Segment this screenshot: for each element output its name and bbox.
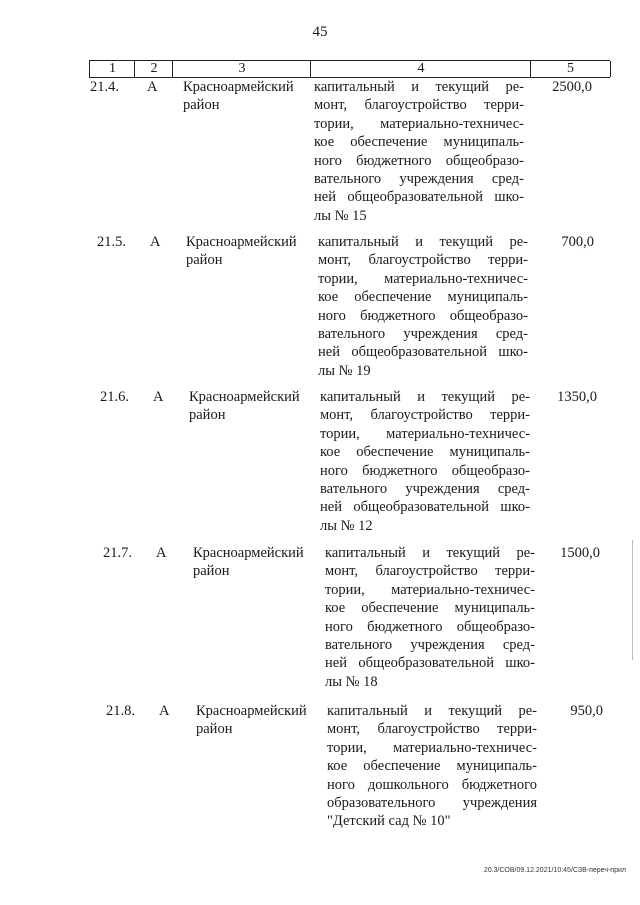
district-line: Красноармейский: [189, 389, 300, 405]
row-number: 21.7.: [103, 545, 132, 561]
district-line: Красноармейский: [186, 234, 297, 250]
desc-line: лы № 18: [325, 673, 378, 690]
desc-line: капитальный и текущий ре-: [314, 79, 524, 95]
table-header: [89, 60, 610, 78]
row-district: [193, 544, 323, 581]
desc-line: капитальный и текущий ре-: [320, 389, 530, 405]
desc-line: ней общеобразовательной шко-: [314, 189, 524, 206]
desc-line: вательного учреждения сред-: [318, 326, 528, 343]
row-amount: 700,0: [561, 234, 594, 250]
desc-line: кое обеспечение муниципаль-: [318, 289, 528, 306]
desc-line: лы № 19: [318, 362, 371, 379]
district-line: район: [186, 252, 223, 269]
row-number: 21.6.: [100, 389, 129, 405]
desc-line: тории, материально-техничес-: [327, 739, 537, 756]
desc-line: кое обеспечение муниципаль-: [325, 600, 535, 617]
desc-line: "Детский сад № 10": [327, 813, 451, 830]
row-description: [314, 78, 524, 225]
desc-line: лы № 12: [320, 517, 373, 534]
header-col-3: 3: [172, 61, 311, 77]
desc-line: тории, материально-техничес-: [320, 425, 530, 442]
header-col-4: 4: [310, 61, 531, 77]
row-category: А: [153, 389, 164, 405]
desc-line: ней общеобразовательной шко-: [318, 344, 528, 361]
row-category: А: [147, 79, 158, 95]
row-district: [189, 388, 319, 425]
page-number: 45: [312, 24, 328, 40]
desc-line: кое обеспечение муниципаль-: [314, 134, 524, 151]
row-amount: 950,0: [570, 703, 603, 719]
desc-line: вательного учреждения сред-: [320, 481, 530, 498]
desc-line: монт, благоустройство терри-: [327, 721, 537, 738]
row-amount: 1350,0: [557, 389, 597, 405]
district-line: район: [196, 721, 233, 738]
desc-line: монт, благоустройство терри-: [314, 97, 524, 114]
row-category: А: [156, 545, 167, 561]
district-line: Красноармейский: [193, 545, 304, 561]
desc-line: монт, благоустройство терри-: [325, 563, 535, 580]
row-category: А: [159, 703, 170, 719]
desc-line: вательного учреждения сред-: [325, 637, 535, 654]
row-district: [196, 702, 326, 739]
desc-line: капитальный и текущий ре-: [318, 234, 528, 250]
district-line: район: [183, 97, 220, 114]
desc-line: кое обеспечение муниципаль-: [320, 444, 530, 461]
header-col-2: 2: [134, 61, 173, 77]
desc-line: тории, материально-техничес-: [314, 115, 524, 132]
desc-line: ного бюджетного общеобразо-: [325, 618, 535, 635]
row-district: [183, 78, 313, 115]
row-number: 21.8.: [106, 703, 135, 719]
row-description: [318, 233, 528, 380]
header-col-5: 5: [530, 61, 611, 77]
row-description: [327, 702, 537, 831]
desc-line: тории, материально-техничес-: [318, 270, 528, 287]
row-number: 21.4.: [90, 79, 119, 95]
desc-line: ного бюджетного общеобразо-: [314, 152, 524, 169]
row-number: 21.5.: [97, 234, 126, 250]
district-line: район: [193, 563, 230, 580]
header-col-1: 1: [89, 61, 135, 77]
row-category: А: [150, 234, 161, 250]
desc-line: ней общеобразовательной шко-: [325, 655, 535, 672]
desc-line: ного бюджетного общеобразо-: [318, 307, 528, 324]
desc-line: ней общеобразовательной шко-: [320, 499, 530, 516]
scan-edge-line: [632, 540, 633, 660]
desc-line: тории, материально-техничес-: [325, 581, 535, 598]
desc-line: кое обеспечение муниципаль-: [327, 758, 537, 775]
row-amount: 2500,0: [552, 79, 592, 95]
desc-line: монт, благоустройство терри-: [320, 407, 530, 424]
desc-line: вательного учреждения сред-: [314, 171, 524, 188]
row-description: [325, 544, 535, 691]
row-district: [186, 233, 316, 270]
document-footer: 20.3/СОВ/09.12.2021/10:45/СЗВ-переч-прил: [483, 867, 626, 874]
desc-line: образовательного учреждения: [327, 795, 537, 812]
desc-line: ного дошкольного бюджетного: [327, 776, 537, 793]
desc-line: ного бюджетного общеобразо-: [320, 462, 530, 479]
row-amount: 1500,0: [560, 545, 600, 561]
desc-line: капитальный и текущий ре-: [325, 545, 535, 561]
desc-line: монт, благоустройство терри-: [318, 252, 528, 269]
desc-line: лы № 15: [314, 207, 367, 224]
row-description: [320, 388, 530, 535]
district-line: Красноармейский: [183, 79, 294, 95]
district-line: район: [189, 407, 226, 424]
district-line: Красноармейский: [196, 703, 307, 719]
desc-line: капитальный и текущий ре-: [327, 703, 537, 719]
